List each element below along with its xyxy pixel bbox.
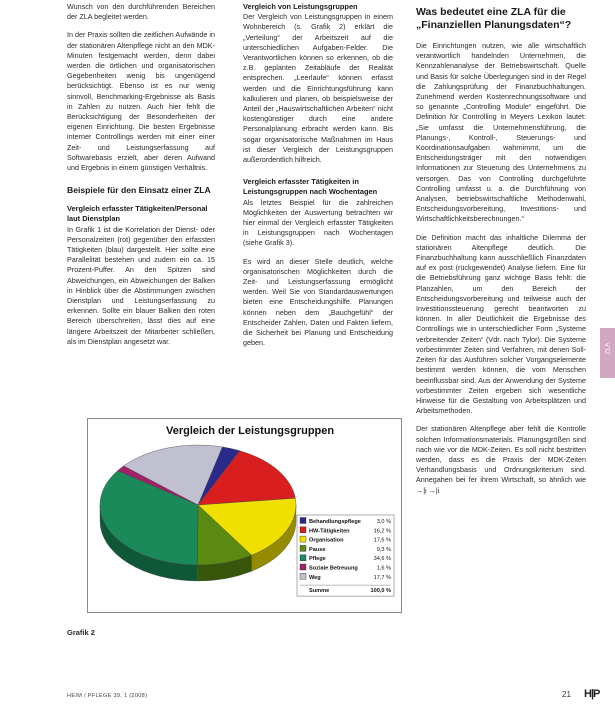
- intro-paragraph-2: In der Praxis sollten die zeitlichen Aufwände in der stationären Altenpflege nicht an den MDK-Minuten festgemacht werden, denn dabei werden die örtlichen und organisatorischen Gegebenheiten wenig bis ungenügend berücksichtigt. Ebenso ist es nur wenig sinnvoll, Benchmarking-Ergebnisse als Basis in Zahlen zu nutzen. Auch hier fehlt die Berücksichtigung der Besonderheiten der eigenen Einrichtung. Die besten Ergebnisse interner Controllings werden mit einer einer Zeit- und Leistungserfassung auf Softwarebasis erzielt, aber deren Aufwand und Ergebnis in einem günstigen Verhältnis.: [67, 30, 215, 173]
- legend-label: Organisation: [309, 537, 344, 544]
- legend-swatch: [300, 536, 306, 542]
- chart-legend: [297, 515, 394, 596]
- paragraph-vergleich: Der Vergleich von Leistungsgruppen in einem Wohnbereich (s. Grafik 2) erklärt die „Verteilung“ der Arbeitszeit auf die unterschiedlichen Aufgaben-Felder. Die Verantwortlichen können so erkennen, ob die z.B. geplanten Zeitabläufe der Realität entsprechen. „Leerlaufe“ können erfasst werden und die Einrichtungsführung kann kalkulieren und planen, ob beispielsweise der Anteil der „Hauswirtschaftlichen Arbeiten“ nicht kostengünstiger durch eine andere Personalplanung erbracht werden kann. Bis sogar organisatorische Maßnahmen im Haus ist dieser Vergleich der Leistungsgruppen außerordentlich hilfreich.: [243, 12, 393, 165]
- legend-value: 16,2 %: [373, 528, 391, 535]
- heading-vergleich: Vergleich von Leistungsgruppen: [243, 2, 358, 11]
- legend-label: Soziale Betreuung: [309, 565, 358, 572]
- column-3: [416, 6, 586, 496]
- chart-figure: [87, 418, 402, 613]
- paragraph-mdk: Der stationären Altenpflege aber fehlt die Kontrolle solchen Informationsmaterials. Planungsgrößen sind nach wie vor die MDK-Zeiten. Es soll nicht bestritten werden, dass es die Praxis der MDK-Zeiten Verhandlungsbasis und Ordnungskriterium sind. Annegahen bei fer ihrem Wirtschaft, so ähnlich wie →|i →|i: [416, 424, 586, 495]
- paragraph-organisation: Es wird an dieser Stelle deutlich, welche organisatorischen Möglichkeiten durch die Zeit- und Leistungserfassung ermöglicht werden. Weil Sie von Standardauswertungen bieten eine Entscheidungshilfe. Planungen können neben dem „Bauchgefühl“ der Entscheider Zahlen, Daten und Fakten liefern, die Sicherheit bei Planung und Entscheidung geben.: [243, 256, 393, 348]
- paragraph-dilemma: Die Definition macht das inhaltliche Dilemma der stationären Altenpflege deutlich. Die Finanzbuchhaltung kann ausschließlich Finanzdaten auf ex post (rückgewendet) Analyse liefern. Eine für die Betriebsführung ganz wichtige Basis fehlt: die Planzahlen, um den Bereich der Entscheidungsvorbereitung und teilweise auch der Investitionssteuerung gerecht beantworten zu können. In aller Deutlichkeit die Ergebnisse des Controllings wie in unterschiedlicher Form „Systeme verbreitender Zeiten“ (Vdr. nach Tylor). Die Systeme vorbestimmter Zeiten sind Verfahren, mit denen Soll-Zeiten für das Ausführen solcher Vorgangselemente bestimmt werden können, die vom Menschen beeinflussbar sind. Aus der Anwendung der Systeme vorbestimmter Zeiten ergeben sich wesentliche Hinweise für die Gestaltung von Arbeitsplätzen und Arbeitsmethoden.: [416, 232, 586, 416]
- legend-value: 1,6 %: [376, 565, 391, 572]
- figure-caption: Grafik 2: [67, 628, 95, 637]
- legend-value: 3,0 %: [376, 519, 391, 525]
- sub-paragraph: In Grafik 1 ist die Korrelation der Dienst- oder Personalzeiten (rot) gegenüber den erfassten Tätigkeiten (blau) dargestellt. Hier sollte eine Parallelität bestehen und zudem ein ca. 15 Prozent-Puffer. An den Spitzen sind Abweichungen, ein Abweichungen der Balken in Hinblick über die Abstimmungen zwischen Dienstplan und Leistungserfassung zu erkennen. Sollte ein blauer Balken den roten Bereich überschreiten, lässt dies auf eine längere Arbeitszeit der Mitarbeiter schließen, als im Dienstplan angesetzt war.: [67, 224, 215, 346]
- page-number: 21: [562, 690, 571, 699]
- column-1: [67, 2, 215, 347]
- legend-swatch: [300, 527, 306, 533]
- chart-title: Vergleich der Leistungsgruppen: [166, 425, 335, 437]
- heading-finanzielle: Was bedeutet eine ZLA für die „Finanziellen Planungsdaten“?: [416, 6, 572, 31]
- publisher-logo: H|P: [584, 688, 600, 700]
- legend-label: HW-Tätigkeiten: [309, 528, 350, 535]
- legend-value: 34,6 %: [373, 556, 391, 563]
- sub-heading-tatigkeiten: Vergleich erfasster Tätigkeiten/Personal laut Dienstplan: [67, 204, 208, 224]
- legend-total-value: 100,0 %: [370, 588, 391, 595]
- legend-label: Weg: [309, 574, 321, 581]
- legend-value: 9,3 %: [376, 546, 391, 553]
- legend-swatch: [300, 573, 306, 579]
- legend-value: 17,6 %: [373, 537, 391, 544]
- footer-journal: HEIM / PFLEGE 39, 1 (2008): [67, 693, 148, 699]
- pie-chart: [88, 419, 401, 612]
- legend-total-label: Summe: [309, 588, 330, 595]
- intro-paragraph-1: Wunsch von den durchführenden Bereichen der ZLA begleitet werden.: [67, 2, 215, 22]
- section-tab-label: ZLA: [604, 342, 612, 355]
- legend-label: Pflege: [309, 556, 326, 563]
- section-heading: Beispiele für den Einsatz einer ZLA: [67, 185, 211, 196]
- legend-swatch: [300, 545, 306, 551]
- column-2: [243, 2, 393, 349]
- heading-wochentage: Vergleich erfasster Tätigkeiten in Leistungsgruppen nach Wochentagen: [243, 177, 378, 197]
- paragraph-wochentage: Als letztes Beispiel für die zahlreichen Möglichkeiten der Auswertung betrachten wir hier einmal der Vergleich erfasster Tätigkeiten in Leistungsgruppen nach Wochentagen (siehe Grafik 3).: [243, 197, 393, 248]
- legend-swatch: [300, 518, 306, 524]
- legend-value: 17,7 %: [373, 574, 391, 581]
- paragraph-controlling: Die Einrichtungen nutzen, wie alle wirtschaftlich verantwortlich handelnden Unternehmen, die Kennzahlenanalyse der Betriebswirtschaft. Quelle und Basis für solche Überlegungen sind in der Regel die Zahlungsprüfung der Finanzbuchhaltungen. Zunehmend werden Kostenrechnungssoftware und so genannte „Controlling Module“ eingeführt. Die Definition für Controlling in Meyers Lexikon lautet: „Sie umfasst die Unternehmensführung, die Planungs-, Kontroll-, Steuerungs- und Koordinationsaufgaben wahrnimmt, um die Entscheidungsträger mit den notwendigen Informationen zur Steuerung des Unternehmens zu versorgen. Das von Controlling durchgeführte Controlling umfasst u. a. die Durchführung von Analysen, betriebswirtschaftliche Methodenwahl, Entscheidungsvorbereitung, Investitions- und Wirtschaftlichkeitsberechnungen.“: [416, 41, 586, 224]
- legend-swatch: [300, 564, 306, 570]
- legend-swatch: [300, 555, 306, 561]
- legend-label: Pause: [309, 546, 326, 553]
- legend-label: Behandlungspflege: [309, 519, 361, 525]
